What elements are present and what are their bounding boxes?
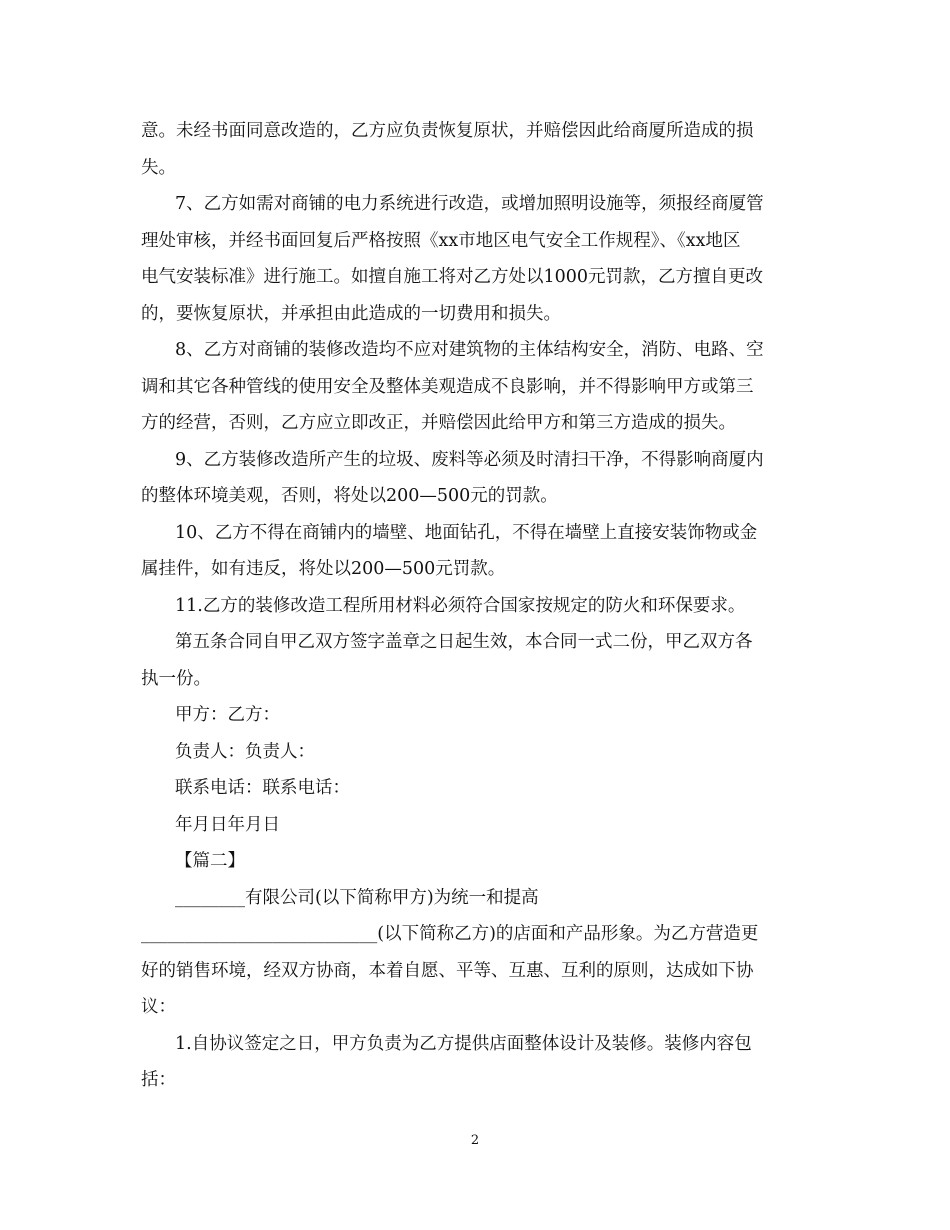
text-line: 7、乙方如需对商铺的电力系统进行改造，或增加照明设施等，须报经商厦管 [175,194,764,214]
text-line: ________有限公司(以下简称甲方)为统一和提高 [175,887,539,908]
text-line: 调和其它各种管线的使用安全及整体美观造成不良影响，并不得影响甲方或第三 [141,376,754,397]
paragraph [141,442,811,515]
paragraph [141,113,811,186]
text-line: 理处审核，并经书面回复后严格按照《xx市地区电气安全工作规程》、《xx地区 [141,230,741,251]
paragraph [141,807,811,844]
paragraph [141,734,811,771]
paragraph [141,515,811,588]
text-line: 的整体环境美观，否则，将处以200—500元的罚款。 [141,486,558,506]
text-line: 的，要恢复原状，并承担由此造成的一切费用和损失。 [141,303,561,324]
text-line: 好的销售环境，经双方协商，本着自愿、平等、互惠、互利的原则，达成如下协 [141,960,754,981]
text-line: 失。 [141,157,176,178]
paragraph [141,697,811,734]
text-line: 方的经营，否则，乙方应立即改正，并赔偿因此给甲方和第三方造成的损失。 [141,413,736,433]
paragraph [141,186,811,332]
text-line: 1.自协议签定之日，甲方负责为乙方提供店面整体设计及装修。装修内容包 [175,1033,752,1054]
text-line: 11.乙方的装修改造工程所用材料必须符合国家按规定的防火和环保要求。 [175,595,746,616]
paragraph [141,1026,811,1099]
text-line: 意。未经书面同意改造的，乙方应负责恢复原状，并赔偿因此给商厦所造成的损 [141,121,754,141]
text-line: 议： [141,997,176,1017]
text-line: 9、乙方装修改造所产生的垃圾、废料等必须及时清扫干净，不得影响商厦内 [175,449,764,470]
paragraph [141,588,811,625]
paragraph [141,770,811,807]
text-line: 8、乙方对商铺的装修改造均不应对建筑物的主体结构安全，消防、电路、空 [175,340,764,360]
paragraph [141,843,811,880]
text-line: 属挂件，如有违反，将处以200—500元罚款。 [141,559,506,579]
paragraph [141,880,811,1026]
text-line: 第五条合同自甲乙双方签字盖章之日起生效，本合同一式二份，甲乙双方各 [175,632,753,652]
paragraph [141,332,811,442]
text-line: 负责人：负责人： [175,741,315,762]
text-line: 甲方：乙方： [175,705,280,725]
page-number: 2 [470,1133,480,1148]
text-line: 【篇二】 [175,851,245,871]
text-line: 联系电话：联系电话： [175,778,350,798]
paragraph [141,624,811,697]
text-line: 括： [141,1070,176,1090]
text-line: ___________________________(以下简称乙方)的店面和产品形象。为乙方营造更 [141,924,759,944]
text-line: 年月日年月日 [175,814,280,835]
text-line: 执一份。 [141,668,211,689]
text-line: 10、乙方不得在商铺内的墙壁、地面钻孔，不得在墙壁上直接安装饰物或金 [175,522,758,543]
text-line: 电气安装标准》进行施工。如擅自施工将对乙方处以1000元罚款，乙方擅自更改 [141,267,764,287]
